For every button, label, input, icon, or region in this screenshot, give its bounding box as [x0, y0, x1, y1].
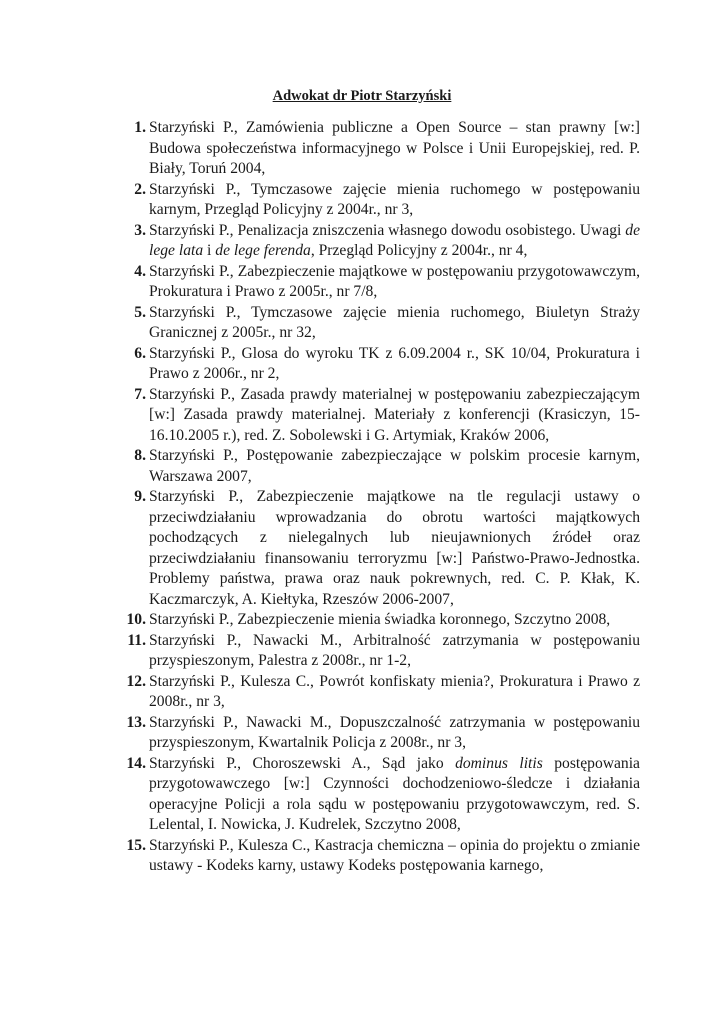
page-title: Adwokat dr Piotr Starzyński: [272, 88, 452, 104]
list-item-text: [149, 221, 640, 262]
list-item-text: [149, 631, 640, 672]
list-item-text: [149, 610, 640, 631]
list-item: [88, 303, 640, 344]
list-item: [88, 446, 640, 487]
list-item: [88, 610, 640, 631]
list-item: [88, 672, 640, 713]
list-item-number: 12.: [126, 672, 146, 690]
list-item-number: 9.: [134, 488, 146, 505]
list-item-number: 1.: [134, 119, 146, 136]
list-item-number: 8.: [134, 447, 146, 464]
list-item: [88, 180, 640, 221]
text-segment: Starzyński P., Zasada prawdy materialnej w postępowaniu zabezpieczającym [w:] Zasada prawdy materialnej. Materiały z konferencji (Krasiczyn, 15-16.10.2005 r.), red. Z. Sobolewski i G. Artymiak, Kraków 2006,: [149, 385, 640, 444]
list-item: [88, 754, 640, 836]
list-item-text: [149, 385, 640, 447]
list-item: [88, 385, 640, 447]
list-item-text: [149, 180, 640, 221]
list-item-number: 15.: [126, 836, 146, 854]
text-segment: Starzyński P., Kulesza C., Powrót konfiskaty mienia?, Prokuratura i Prawo z 2008r., nr 3,: [149, 672, 640, 710]
list-item-text: [149, 303, 640, 344]
list-item: [88, 344, 640, 385]
text-segment: Starzyński P., Choroszewski A., Sąd jako: [149, 754, 456, 772]
italic-phrase: de lege lata: [149, 221, 640, 259]
list-item-number: 3.: [134, 221, 146, 239]
list-item: [88, 836, 640, 877]
list-item: [88, 118, 640, 180]
list-item-number: 2.: [134, 180, 146, 198]
text-segment: i: [203, 242, 216, 259]
text-segment: Starzyński P., Tymczasowe zajęcie mienia ruchomego, Biuletyn Straży Granicznej z 2005r., nr 32,: [149, 303, 640, 341]
text-segment: Starzyński P., Postępowanie zabezpieczające w polskim procesie karnym, Warszawa 2007,: [149, 447, 640, 485]
list-item-number: 14.: [126, 754, 146, 772]
list-item-text: [149, 262, 640, 303]
text-segment: Starzyński P., Nawacki M., Dopuszczalność zatrzymania w postępowaniu przyspieszonym, Kwartalnik Policja z 2008r., nr 3,: [149, 713, 640, 751]
text-segment: Starzyński P., Zamówienia publiczne a Open Source – stan prawny [w:] Budowa społeczeństwa informacyjnego w Polsce i Unii Europejskiej, red. P. Biały, Toruń 2004,: [149, 119, 640, 177]
list-item: [88, 221, 640, 262]
list-item-number: 6.: [134, 344, 146, 362]
text-segment: Starzyński P., Zabezpieczenie majątkowe w postępowaniu przygotowawczym, Prokuratura i Prawo z 2005r., nr 7/8,: [149, 262, 640, 300]
text-segment: Starzyński P., Zabezpieczenie mienia świadka koronnego, Szczytno 2008,: [149, 611, 611, 628]
list-item-text: [149, 446, 640, 487]
publication-list: [88, 118, 640, 877]
text-segment: Starzyński P., Nawacki M., Arbitralność zatrzymania w postępowaniu przyspieszonym, Palestra z 2008r., nr 1-2,: [149, 631, 640, 669]
list-item-text: [149, 836, 640, 877]
text-segment: Starzyński P., Kulesza C., Kastracja chemiczna – opinia do projektu o zmianie ustawy - Kodeks karny, ustawy Kodeks postępowania karnego,: [149, 836, 640, 874]
text-segment: Starzyński P., Zabezpieczenie majątkowe na tle regulacji ustawy o przeciwdziałaniu wprowadzania do obrotu wartości majątkowych pochodzących z nielegalnych lub nieujawnionych źródeł oraz przeciwdziałaniu finansowaniu terroryzmu [w:] Państwo-Prawo-Jednostka. Problemy państwa, prawa oraz nauk pokrewnych, red. C. P. Kłak, K. Kaczmarczyk, A. Kiełtyka, Rzeszów 2006-2007,: [149, 488, 640, 608]
list-item-number: 5.: [134, 303, 146, 321]
list-item-text: [149, 344, 640, 385]
italic-phrase: de lege ferenda: [215, 242, 311, 259]
list-item: [88, 713, 640, 754]
text-segment: Starzyński P., Penalizacja zniszczenia własnego dowodu osobistego. Uwagi: [149, 221, 626, 239]
list-item-number: 7.: [134, 385, 146, 403]
list-item: [88, 631, 640, 672]
list-item-text: [149, 754, 640, 836]
list-item-text: [149, 672, 640, 713]
text-segment: Starzyński P., Tymczasowe zajęcie mienia ruchomego w postępowaniu karnym, Przegląd Policyjny z 2004r., nr 3,: [149, 180, 640, 218]
list-item-text: [149, 487, 640, 610]
list-item-number: 4.: [134, 262, 146, 280]
italic-phrase: dominus litis: [455, 754, 543, 772]
list-item: [88, 262, 640, 303]
list-item-number: 10.: [126, 611, 146, 628]
list-item-text: [149, 118, 640, 180]
list-item-text: [149, 713, 640, 754]
list-item-number: 11.: [127, 631, 146, 649]
list-item: [88, 487, 640, 610]
text-segment: , Przegląd Policyjny z 2004r., nr 4,: [310, 242, 528, 259]
list-item-number: 13.: [126, 713, 146, 731]
text-segment: postępowania przygotowawczego [w:] Czynności dochodzeniowo-śledcze i działania operacyjne Policji a rola sądu w postępowaniu przygotowawczym, red. S. Lelental, I. Nowicka, J. Kudrelek, Szczytno 2008,: [149, 754, 640, 833]
text-segment: Starzyński P., Glosa do wyroku TK z 6.09.2004 r., SK 10/04, Prokuratura i Prawo z 2006r., nr 2,: [149, 344, 640, 382]
